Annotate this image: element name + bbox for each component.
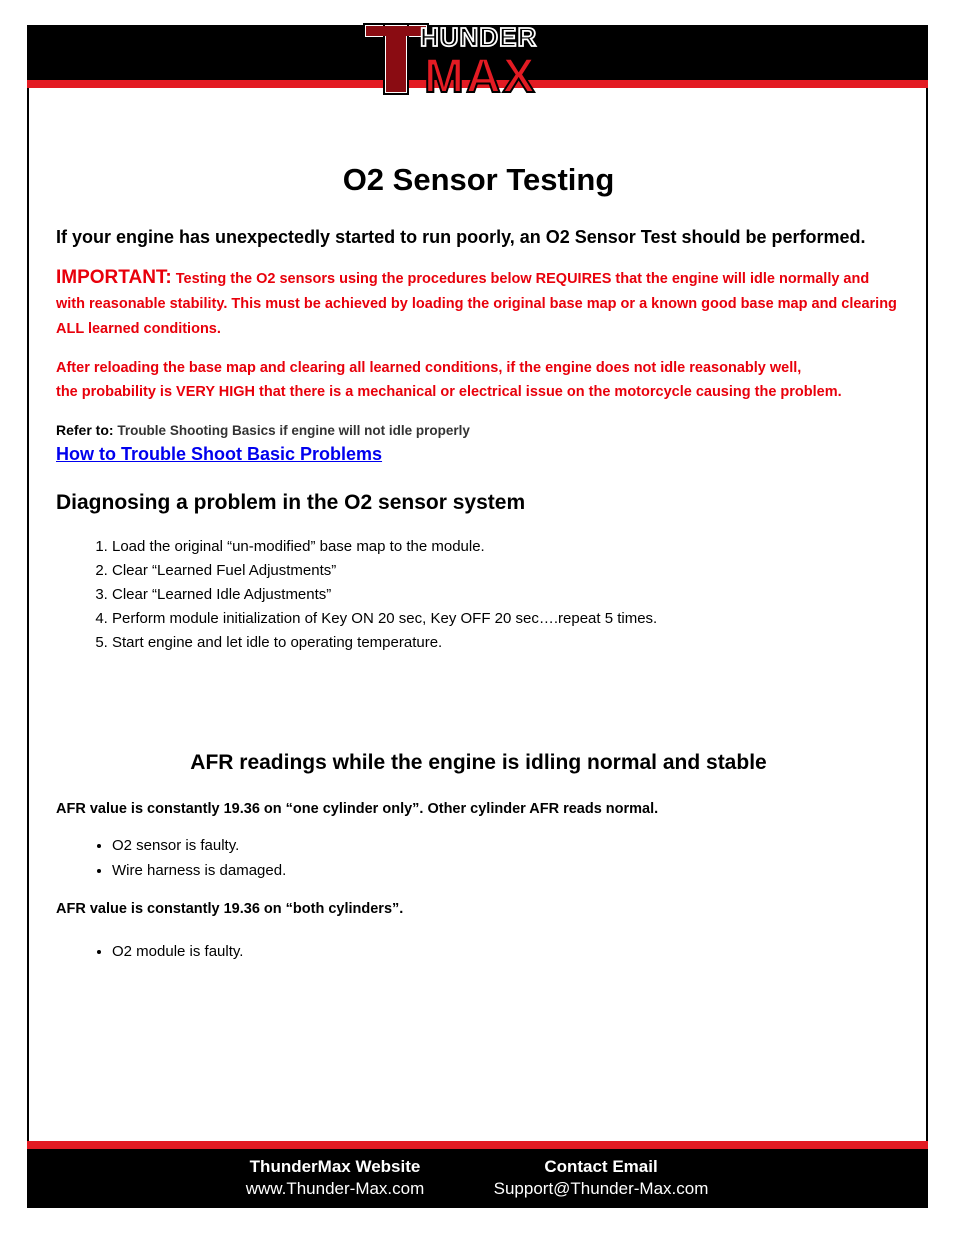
- diagnosis-steps-list: [56, 535, 901, 655]
- thundermax-logo: [362, 18, 592, 98]
- refer-label: Refer to:: [56, 422, 114, 438]
- footer-accent-stripe: [27, 1141, 928, 1149]
- footer-contact-email[interactable]: Support@Thunder-Max.com: [493, 1179, 709, 1198]
- list-item: 3. Clear “Learned Idle Adjustments”: [112, 583, 901, 607]
- footer-website: [215, 1156, 455, 1200]
- list-item: 1. Load the original “un-modified” base map to the module.: [112, 535, 901, 559]
- logo-text-top: HUNDER: [420, 22, 538, 52]
- list-item: 2. Clear “Learned Fuel Adjustments”: [112, 559, 901, 583]
- footer-contact: [465, 1156, 737, 1200]
- list-item: • O2 sensor is faulty.: [112, 833, 901, 858]
- warning-notice: [56, 356, 901, 404]
- afr-case-one-causes: [56, 833, 901, 883]
- section-heading-afr: AFR readings while the engine is idling normal and stable: [190, 751, 767, 774]
- footer-contact-title: Contact Email: [544, 1157, 658, 1176]
- warning-line-1: After reloading the base map and clearing all learned conditions, if the engine does not idle reasonably well,: [56, 360, 802, 376]
- refer-to-line: [56, 420, 901, 441]
- list-item: 4. Perform module initialization of Key ON 20 sec, Key OFF 20 sec….repeat 5 times.: [112, 607, 901, 631]
- list-item: • O2 module is faulty.: [112, 939, 901, 964]
- logo-letter-t: [364, 24, 428, 94]
- logo-text-bottom: MAX: [424, 50, 537, 98]
- afr-case-both-causes: [56, 939, 901, 964]
- refer-detail: Trouble Shooting Basics if engine will not idle properly: [113, 423, 470, 438]
- footer-website-url[interactable]: www.Thunder-Max.com: [245, 1179, 425, 1198]
- warning-line-2: the probability is VERY HIGH that there is a mechanical or electrical issue on the motorcycle causing the problem.: [56, 384, 842, 400]
- afr-case-both-cylinders: AFR value is constantly 19.36 on “both cylinders”.: [56, 901, 404, 917]
- page-title: O2 Sensor Testing: [342, 162, 615, 197]
- important-label: IMPORTANT:: [56, 267, 172, 288]
- important-notice: [56, 265, 901, 342]
- afr-case-one-cylinder: AFR value is constantly 19.36 on “one cylinder only”. Other cylinder AFR reads normal.: [56, 801, 659, 817]
- document-body: [56, 160, 901, 964]
- list-item: 5. Start engine and let idle to operating temperature.: [112, 631, 901, 655]
- footer-website-title: ThunderMax Website: [249, 1157, 421, 1176]
- important-text: Testing the O2 sensors using the procedures below REQUIRES that the engine will idle normally and with reasonable stability. This must be achieved by loading the original base map or a known good base map and clearing ALL learned conditions.: [56, 271, 897, 337]
- section-heading-diagnosing: Diagnosing a problem in the O2 sensor system: [56, 491, 526, 514]
- list-item: • Wire harness is damaged.: [112, 858, 901, 883]
- troubleshoot-link[interactable]: How to Trouble Shoot Basic Problems: [56, 444, 383, 464]
- logo-letter: T: [362, 18, 363, 19]
- intro-paragraph: If your engine has unexpectedly started to run poorly, an O2 Sensor Test should be performed.: [56, 227, 866, 247]
